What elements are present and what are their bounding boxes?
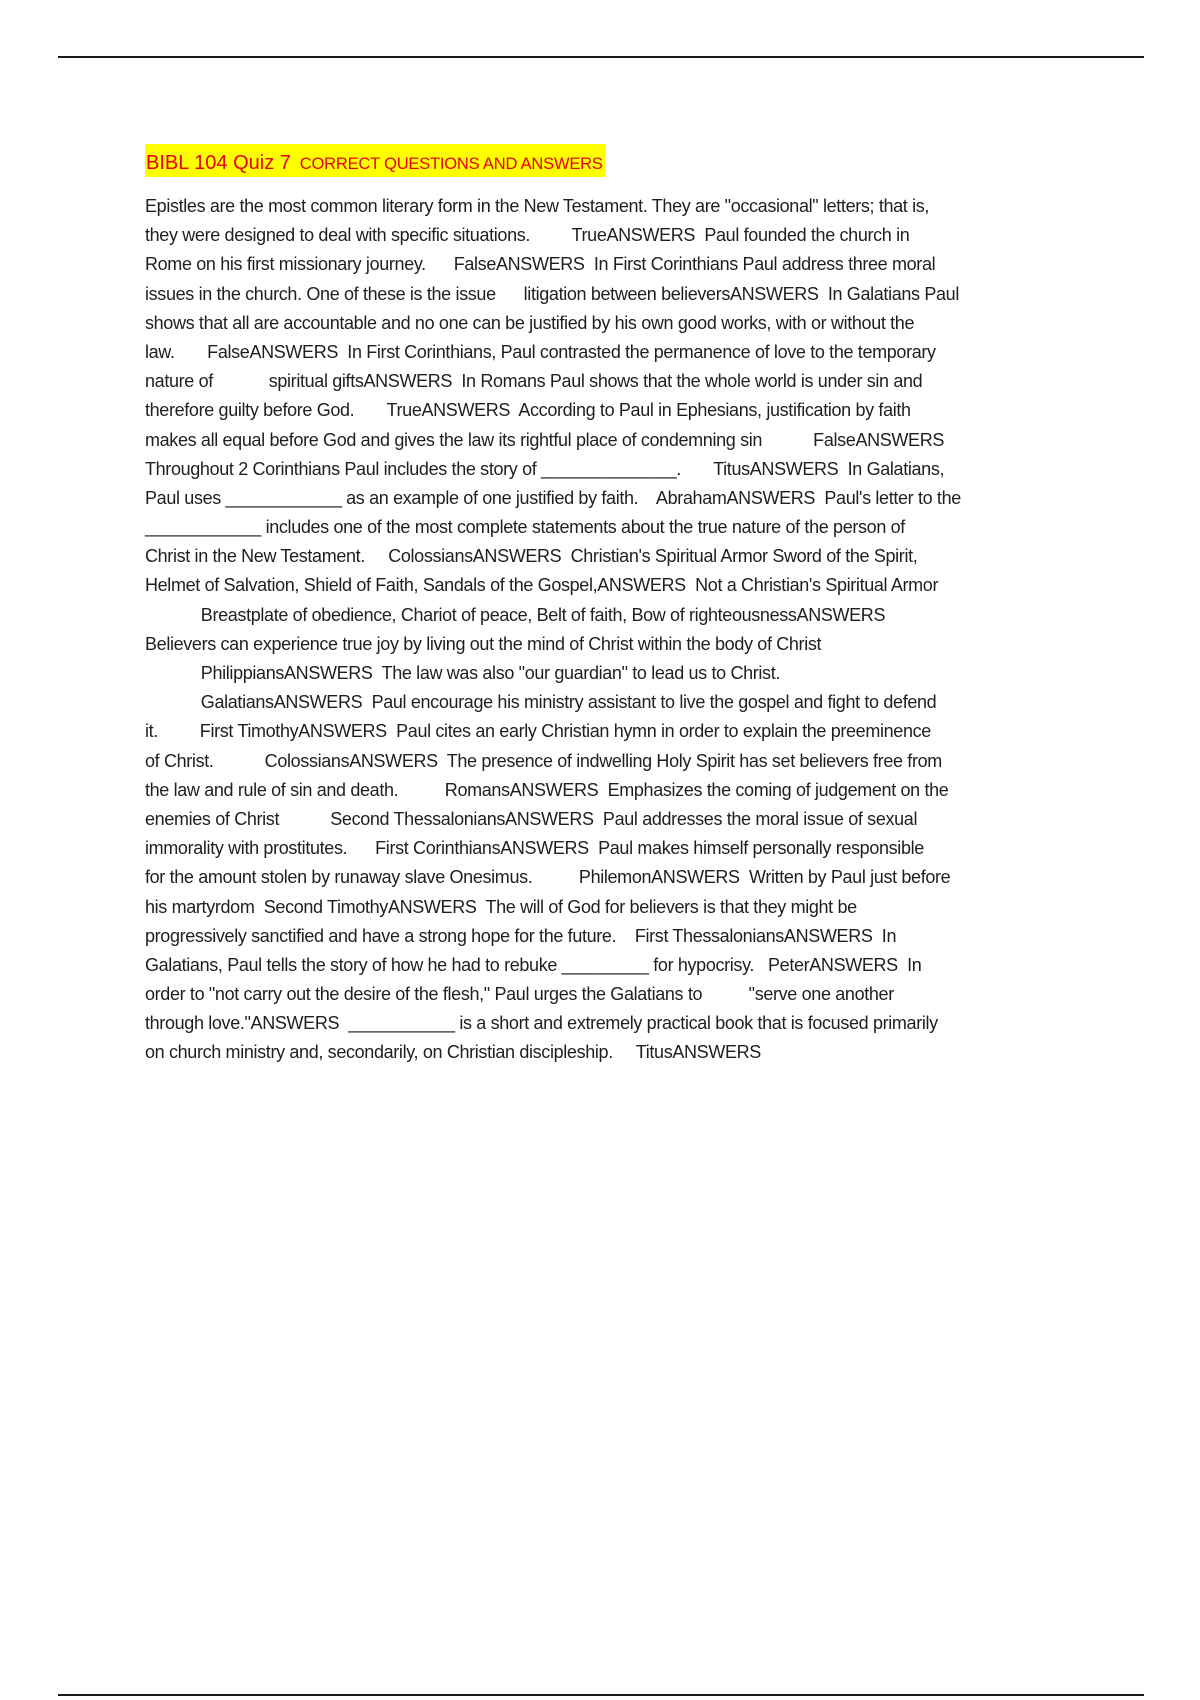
text-line: shows that all are accountable and no one can be justified by his own good works, with or without the bbox=[145, 312, 915, 333]
text-line: his martyrdom Second TimothyANSWERS The will of God for believers is that they might be bbox=[145, 896, 857, 917]
text-line: immorality with prostitutes. First CorinthiansANSWERS Paul makes himself personally responsible bbox=[145, 838, 924, 859]
text-line: for the amount stolen by runaway slave Onesimus. PhilemonANSWERS Written by Paul just before bbox=[145, 867, 951, 888]
text-line: law. FalseANSWERS In First Corinthians, Paul contrasted the permanence of love to the temporary bbox=[145, 341, 936, 362]
heading-subtitle: CORRECT QUESTIONS AND ANSWERS bbox=[299, 155, 603, 173]
text-line: nature of spiritual giftsANSWERS In Romans Paul shows that the whole world is under sin and bbox=[145, 371, 923, 392]
text-line: order to "not carry out the desire of the flesh," Paul urges the Galatians to "serve one another bbox=[145, 984, 894, 1005]
text-line: makes all equal before God and gives the law its rightful place of condemning sin FalseANSWERS bbox=[145, 429, 945, 450]
text-line: Epistles are the most common literary form in the New Testament. They are "occasional" letters; that is, bbox=[145, 196, 930, 216]
text-line: of Christ. ColossiansANSWERS The presence of indwelling Holy Spirit has set believers free from bbox=[145, 750, 942, 771]
text-line: Christ in the New Testament. ColossiansANSWERS Christian's Spiritual Armor Sword of the Spirit, bbox=[145, 546, 918, 567]
text-line: the law and rule of sin and death. RomansANSWERS Emphasizes the coming of judgement on the bbox=[145, 779, 949, 800]
text-line: it. First TimothyANSWERS Paul cites an early Christian hymn in order to explain the preeminence bbox=[145, 721, 931, 742]
text-line: Breastplate of obedience, Chariot of peace, Belt of faith, Bow of righteousnessANSWERS bbox=[145, 604, 886, 625]
text-line: enemies of Christ Second ThessaloniansANSWERS Paul addresses the moral issue of sexual bbox=[145, 808, 918, 829]
text-line: ____________ includes one of the most complete statements about the true nature of the person of bbox=[145, 517, 905, 538]
quiz-body bbox=[145, 192, 1085, 1068]
text-line: through love."ANSWERS ___________ is a short and extremely practical book that is focused primarily bbox=[145, 1013, 938, 1034]
text-line: they were designed to deal with specific situations. TrueANSWERS Paul founded the church in bbox=[145, 225, 910, 246]
text-line: Paul uses ____________ as an example of one justified by faith. AbrahamANSWERS Paul's letter to the bbox=[145, 487, 961, 508]
text-line: GalatiansANSWERS Paul encourage his ministry assistant to live the gospel and fight to defend bbox=[145, 692, 937, 713]
text-line: on church ministry and, secondarily, on Christian discipleship. TitusANSWERS bbox=[145, 1042, 761, 1063]
text-line: Throughout 2 Corinthians Paul includes the story of ______________. TitusANSWERS In Galatians, bbox=[145, 458, 945, 479]
text-line: Rome on his first missionary journey. FalseANSWERS In First Corinthians Paul address three moral bbox=[145, 254, 936, 275]
text-line: progressively sanctified and have a strong hope for the future. First ThessaloniansANSWERS In bbox=[145, 925, 897, 946]
text-line: issues in the church. One of these is the issue litigation between believersANSWERS In Galatians Paul bbox=[145, 283, 959, 304]
heading-course: BIBL 104 Quiz 7 bbox=[146, 152, 291, 174]
bottom-rule bbox=[58, 1694, 1144, 1696]
text-line: Helmet of Salvation, Shield of Faith, Sandals of the Gospel,ANSWERS Not a Christian's Spiritual Armor bbox=[145, 575, 939, 596]
text-line: PhilippiansANSWERS The law was also "our guardian" to lead us to Christ. bbox=[145, 663, 780, 683]
text-line: therefore guilty before God. TrueANSWERS According to Paul in Ephesians, justification by faith bbox=[145, 400, 911, 421]
text-line: Galatians, Paul tells the story of how he had to rebuke _________ for hypocrisy. PeterANSWERS In bbox=[145, 954, 922, 975]
top-rule bbox=[58, 56, 1144, 58]
text-line: Believers can experience true joy by living out the mind of Christ within the body of Christ bbox=[145, 633, 822, 654]
document-heading bbox=[145, 144, 605, 177]
